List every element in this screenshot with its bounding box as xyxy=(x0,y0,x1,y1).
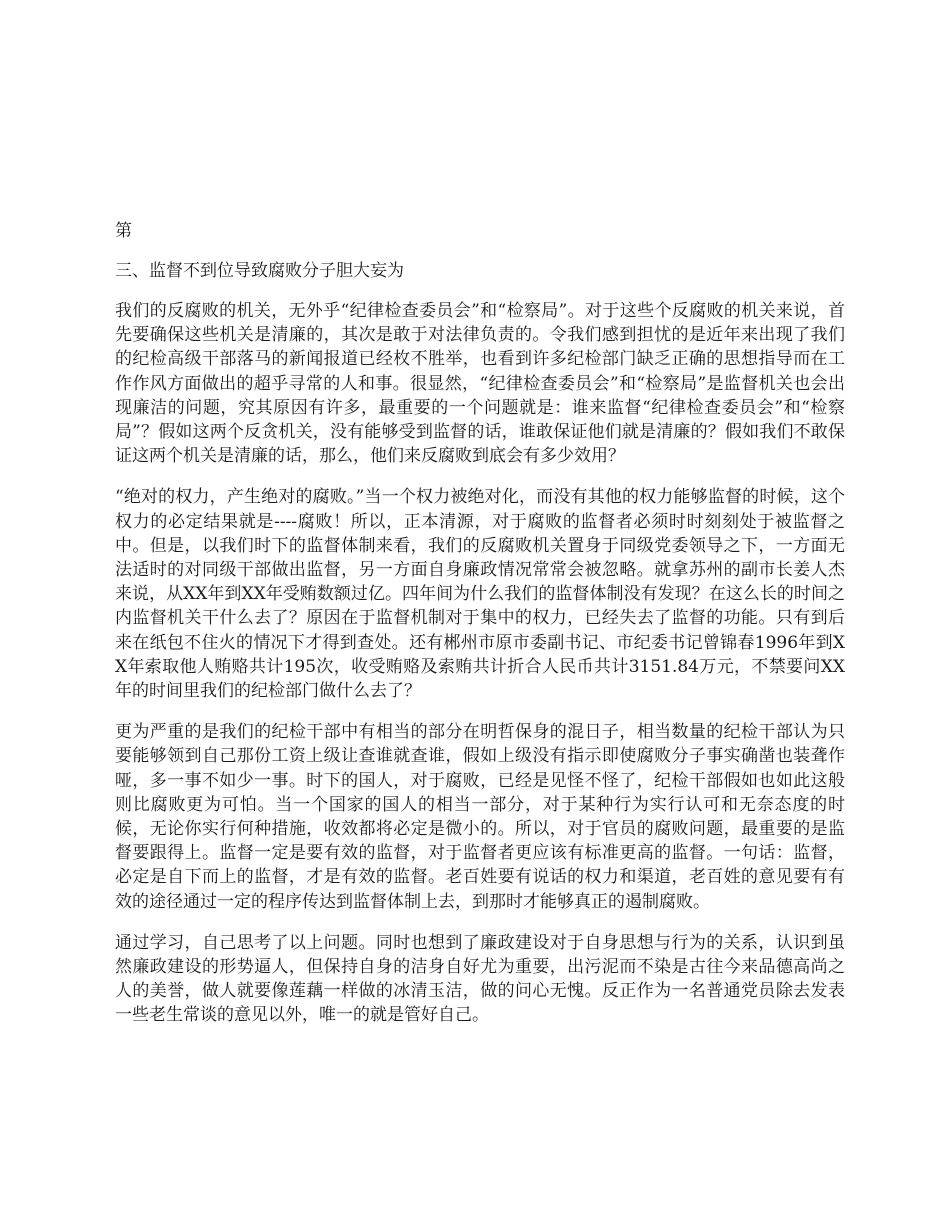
section-heading: 三、监督不到位导致腐败分子胆大妄为 xyxy=(115,261,404,281)
paragraph-absolute-power: “绝对的权力，产生绝对的腐败。”当一个权力被绝对化，而没有其他的权力能够监督的时候，这个权力的必定结果就是----腐败！所以，正本清源，对于腐败的监督者必须时时刻刻处于被监督之中。但是，以我们时下的监督体制来看，我们的反腐败机关置身于同级党委领导之下，一方面无法适时的对同级干部做出监督，另一方面自身廉政情况常常会被忽略。就拿苏州的副市长姜人杰来说，从XX年到XX年受贿数额过亿。四年间为什么我们的监督体制没有发现？在这么长的时间之内监督机关干什么去了？原因在于监督机制对于集中的权力，已经失去了监督的功能。只有到后来在纸包不住火的情况下才得到查处。还有郴州市原市委副书记、市纪委书记曾锦春1996年到XX年索取他人贿赂共计195次，收受贿赂及索贿共计折合人民币共计3151.84万元，不禁要问XX年的时间里我们的纪检部门做什么去了？ xyxy=(115,487,845,702)
paragraph-inspection-cadres: 更为严重的是我们的纪检干部中有相当的部分在明哲保身的混日子，相当数量的纪检干部认为只要能够领到自己那份工资上级让查谁就查谁，假如上级没有指示即使腐败分子事实确凿也装聋作哑，多一事不如少一事。时下的国人，对于腐败，已经是见怪不怪了，纪检干部假如也如此这般则比腐败更为可怕。当一个国家的国人的相当一部分，对于某种行为实行认可和无奈态度的时候，无论你实行何种措施，收效都将必定是微小的。所以，对于官员的腐败问题，最重要的是监督要跟得上。监督一定是要有效的监督，对于监督者更应该有标准更高的监督。一句话：监督，必定是自下而上的监督，才是有效的监督。老百姓要有说话的权力和渠道，老百姓的意见要有有效的途径通过一定的程序传达到监督体制上去，到那时才能够真正的遏制腐败。 xyxy=(115,722,845,912)
document-page xyxy=(115,219,845,1045)
page-number: 第 xyxy=(115,221,132,241)
paragraph-anti-corruption-organs: 我们的反腐败的机关，无外乎“纪律检查委员会”和“检察局”。对于这些个反腐败的机关来说，首先要确保这些机关是清廉的，其次是敢于对法律负责的。令我们感到担忧的是近年来出现了我们的纪检高级干部落马的新闻报道已经枚不胜举，也看到许多纪检部门缺乏正确的思想指导而在工作作风方面做出的超乎寻常的人和事。很显然，“纪律检查委员会”和“检察局”是监督机关也会出现廉洁的问题，究其原因有许多，最重要的一个问题就是：谁来监督“纪律检查委员会”和“检察局”？假如这两个反贪机关，没有能够受到监督的话，谁敢保证他们就是清廉的？假如我们不敢保证这两个机关是清廉的话，那么，他们来反腐败到底会有多少效用？ xyxy=(115,301,845,467)
paragraph-self-reflection: 通过学习，自己思考了以上问题。同时也想到了廉政建设对于自身思想与行为的关系，认识到虽然廉政建设的形势逼人，但保持自身的洁身自好尤为重要，出污泥而不染是古往今来品德高尚之人的美誉，做人就要像莲藕一样做的冰清玉洁，做的问心无愧。反正作为一名普通党员除去发表一些老生常谈的意见以外，唯一的就是管好自己。 xyxy=(115,932,845,1026)
